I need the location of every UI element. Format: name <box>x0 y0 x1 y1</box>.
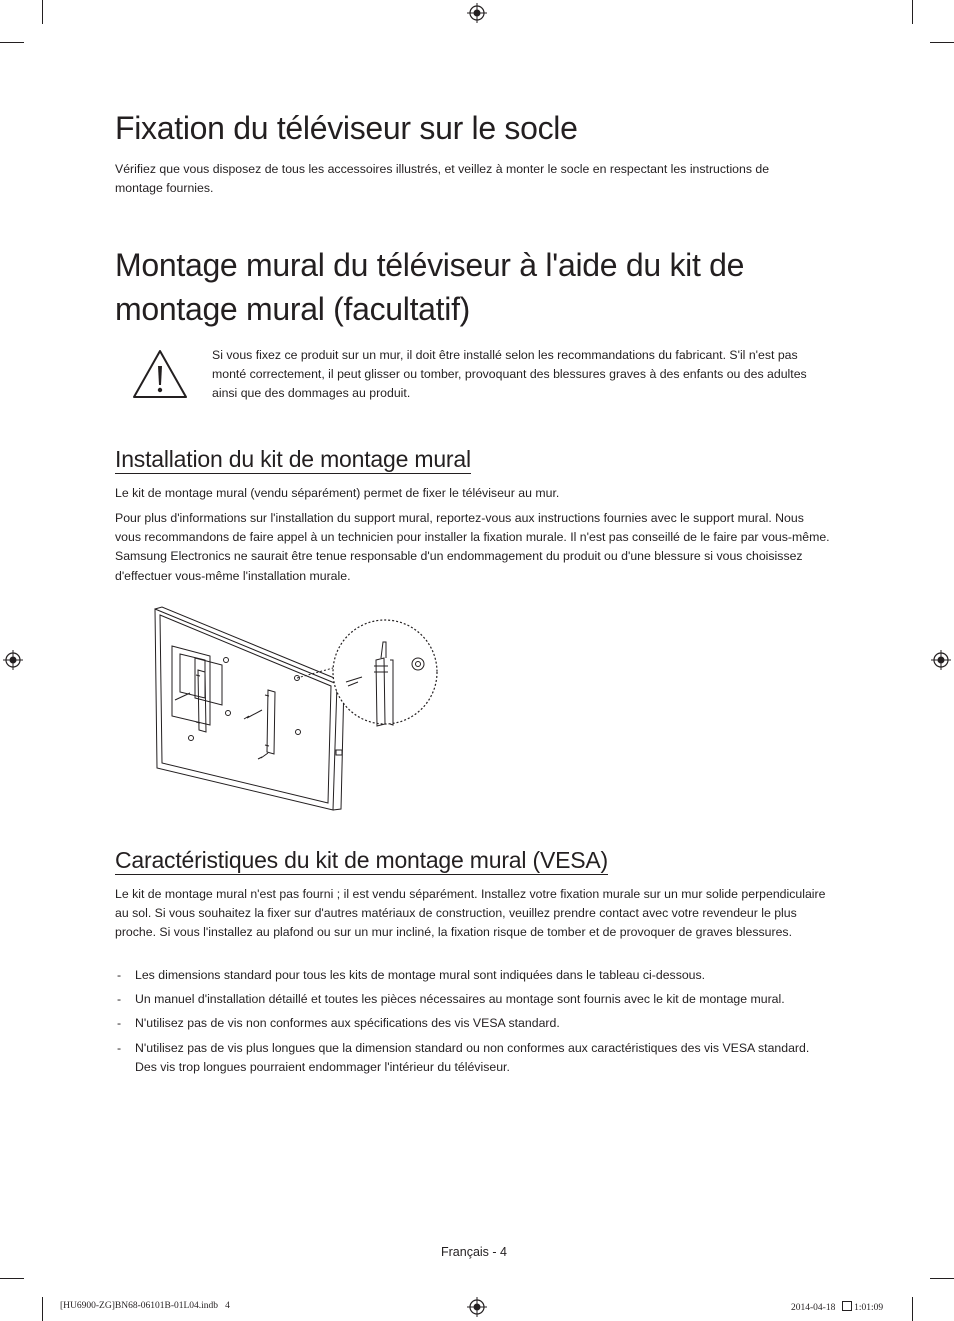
bullet-dash: - <box>117 992 122 1007</box>
warning-text: Si vous fixez ce produit sur un mur, il doit être installé selon les recommandations du fabricant. S'il n'est pas monté correctement, il peut glisser ou tomber, provoquant des blessures graves à des enfants ou des adultes ainsi que des dommages au produit. <box>212 348 807 401</box>
list-item <box>115 1014 835 1033</box>
list-item-text: N'utilisez pas de vis plus longues que la dimension standard ou non conformes aux caractéristiques des vis VESA standard. Des vis trop longues pourraient endommager l'intérieur du téléviseur. <box>135 1040 810 1074</box>
registration-mark-icon <box>931 650 951 670</box>
crop-mark <box>930 1278 954 1279</box>
print-time-value: 1:01:09 <box>854 1303 884 1313</box>
print-date-value: 2014-04-18 <box>791 1303 836 1313</box>
crop-mark <box>0 42 24 43</box>
subsection-heading <box>115 847 608 875</box>
bullet-dash: - <box>117 1040 122 1055</box>
section-title-line: Montage mural du téléviseur à l'aide du kit de <box>115 247 745 283</box>
installation-text-1: Le kit de montage mural (vendu séparément) permet de fixer le téléviseur au mur. <box>115 486 560 500</box>
registration-mark-icon <box>3 650 23 670</box>
list-item-text: N'utilisez pas de vis non conformes aux spécifications des vis VESA standard. <box>135 1016 560 1031</box>
page-number: Français - 4 <box>441 1245 507 1259</box>
list-item <box>115 990 835 1009</box>
list-item-text: Un manuel d'installation détaillé et toutes les pièces nécessaires au montage sont fournis avec le kit de montage mural. <box>135 992 785 1007</box>
registration-mark-icon <box>467 3 487 23</box>
subsection-heading <box>115 446 471 474</box>
section-title-stand: Fixation du téléviseur sur le socle <box>115 110 578 146</box>
list-item-text: Les dimensions standard pour tous les kits de montage mural sont indiquées dans le tableau ci-dessous. <box>135 968 706 982</box>
crop-mark <box>930 42 954 43</box>
vesa-text: Le kit de montage mural n'est pas fourni ; il est vendu séparément. Installez votre fixation murale sur un mur solide perpendiculaire au sol. Si vous souhaitez la fixer sur d'autres matériaux de construction, veuillez prendre contact avec votre revendeur le plus proche. Si vous l'installez au plafond ou sur un mur incliné, la fixation risque de tomber et de provoquer de graves blessures. <box>115 887 826 940</box>
section-title-line: montage mural (facultatif) <box>115 291 471 327</box>
wall-mount-illustration <box>150 600 450 815</box>
subsection-title-installation: Installation du kit de montage mural <box>115 446 471 472</box>
crop-mark <box>42 0 43 24</box>
list-item <box>115 1039 815 1077</box>
bullet-dash: - <box>117 968 122 982</box>
print-time-box <box>842 1301 852 1311</box>
file-slug: [HU6900-ZG]BN68-06101B-01L04.indb 4 <box>60 1301 230 1311</box>
vesa-bullet-list <box>115 966 835 1077</box>
crop-mark <box>0 1278 24 1279</box>
installation-text-2: Pour plus d'informations sur l'installation du support mural, reportez-vous aux instructions fournies avec le support mural. Nous vous recommandons de faire appel à un technicien pour installer la fixation murale. Il n'est pas conseillé de le faire par vous-même. Samsung Electronics ne saurait être tenue responsable d'un endommagement du produit ou d'une blessure si vous choisissez d'effectuer vous-même l'installation murale. <box>115 511 830 583</box>
list-item <box>115 966 835 985</box>
crop-mark <box>42 1297 43 1321</box>
stand-intro-text: Vérifiez que vous disposez de tous les accessoires illustrés, et veillez à monter le socle en respectant les instructions de montage fournies. <box>115 162 770 196</box>
warning-triangle-icon <box>131 348 189 400</box>
subsection-title-vesa: Caractéristiques du kit de montage mural (VESA) <box>115 847 608 873</box>
registration-mark-icon <box>467 1297 487 1317</box>
print-date <box>791 1301 883 1313</box>
section-title-wall-mount <box>115 243 744 331</box>
crop-mark <box>912 1297 913 1321</box>
bullet-dash: - <box>117 1016 122 1031</box>
crop-mark <box>912 0 913 24</box>
